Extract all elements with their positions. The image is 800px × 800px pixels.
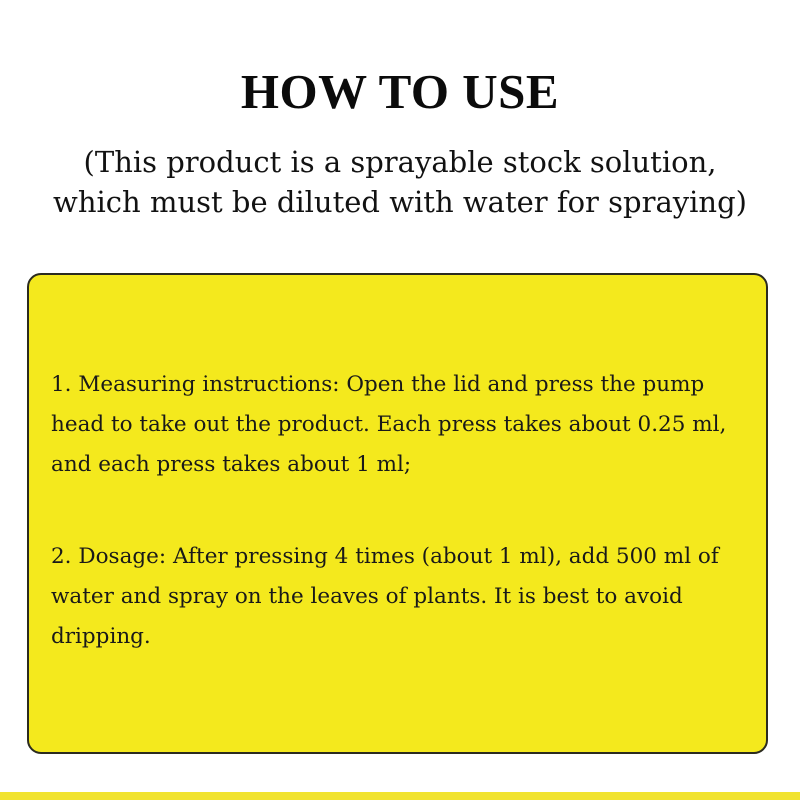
dosage-instructions-line-1: 2. Dosage: After pressing 4 times (about 1 ml), add 500 ml of [51,544,719,569]
subtitle-line-1: (This product is a sprayable stock solution, [83,145,717,179]
measuring-instructions-line-1: 1. Measuring instructions: Open the lid and press the pump [51,372,705,397]
measuring-instructions [51,365,751,485]
measuring-instructions-line-3: and each press takes about 1 ml; [51,452,412,477]
page-title: HOW TO USE [240,64,560,119]
dosage-instructions-line-2: water and spray on the leaves of plants. It is best to avoid [51,584,683,609]
bottom-accent-band [0,792,800,800]
dosage-instructions-line-3: dripping. [51,624,151,649]
subtitle-line-2: which must be diluted with water for spraying) [53,185,747,219]
dosage-instructions [51,537,751,657]
page-subtitle [30,142,770,222]
instructions-panel [27,273,768,754]
measuring-instructions-line-2: head to take out the product. Each press takes about 0.25 ml, [51,412,727,437]
